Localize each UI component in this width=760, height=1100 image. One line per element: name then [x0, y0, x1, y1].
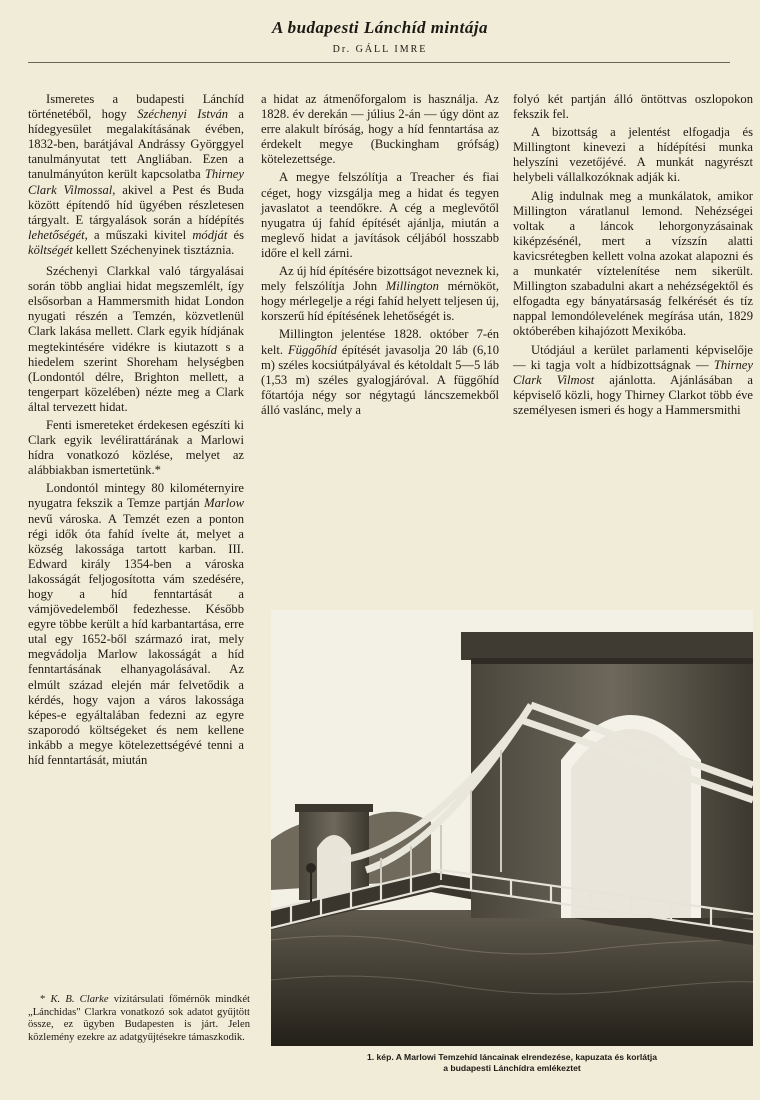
paragraph: Ismeretes a budapesti Lánchíd történetéből, hogy Széchenyi István a hídegyesület megalakításának évében, 1832-ben, barátjával Andrássy Györggyel tanulmányutat tett Angliában. Ezen a tanulmányúton került kapcsolatba Thirney Clark Vilmossal, akivel a Pest és Buda között építendő híd ügyében részletesen tárgyalt. E tárgyalások során a hídépítés lehetőségét, a műszaki kivitel módját és költségét kellett Széchenyinek tisztáznia.: [28, 92, 245, 257]
name-clark-vilmost: Thirney Clark Vilmost: [513, 357, 753, 387]
caption-line-1: 1. kép. A Marlowi Temzehíd láncainak elrendezése, kapuzata és korlátja: [366, 1052, 658, 1062]
paragraph: Fenti ismereteket érdekesen egészíti ki Clark egyik levélirattárának a Marlowi hídra vonatkozó közlése, melyet az alábbiakban ismertetünk.*: [28, 417, 244, 478]
paragraph: A megye felszólítja a Treacher és fiai céget, hogy vizsgálja meg a hidat és tegyen javaslatot a teendőkre. A cég a meglevőtől nyugatra új fahíd építését ajánlja, miután a meglevő hidat a javítások céljából hosszabb időre el kell zárni.: [261, 170, 499, 260]
text-column-2: [261, 92, 499, 418]
paragraph: A bizottság a jelentést elfogadja és Millingtont kinevezi a hídépítési munka helyszíni vezetőjévé. A munkát nagyrészt helybeli vállalkozóknak adják ki.: [513, 125, 753, 185]
article-author: Dr. GÁLL IMRE: [332, 44, 428, 55]
name-szechenyi: Széchenyi István: [137, 107, 229, 122]
paragraph: Széchenyi Clarkkal való tárgyalásai során több angliai hidat megszemlélt, így elsősorban a Hammersmith hidat London nyugati részén a Temzén, közvetlenül Clark lakása mellett. Clark egyik hídjának megtekintésére vidékre is kiutazott s a hiedelem szerint Shoreham helységben (Londontól délre, Brighton mellett, a tengerpart közelében) nézte meg a Clark által tervezett hidat.: [28, 264, 244, 414]
marlow-bridge-image: [271, 610, 753, 1046]
bridge-photograph: [271, 610, 753, 1046]
paragraph: Millington jelentése 1828. október 7-én kelt. Függőhíd építését javasolja 20 láb (6,10 m) széles kocsiútpályával és kétoldalt 5—5 láb (1,53 m) széles gyalogjáróval. A függőhíd főtartója négy sor négytagú láncszemekből álló vaslánc, mely a: [261, 327, 499, 417]
paragraph: Az új híd építésére bizottságot neveznek ki, mely felszólítja John Millington mérnököt, hogy mérlegelje a régi fahíd helyett teljesen új, korszerű híd építésének lehetőségét is.: [261, 264, 499, 324]
footnote: * K. B. Clarke vízitársulati főmérnök mindkét „Lánchidas" Clarkra vonatkozó sok adatot gyűjtött össze, ez ügyben Budapesten is járt. Jelen közlemény ezekre az adatgyűjtésekre támaszkodik.: [28, 994, 250, 1043]
article-title: A budapesti Lánchíd mintája: [271, 18, 489, 37]
header-divider: [28, 62, 730, 63]
paragraph: Alig indulnak meg a munkálatok, amikor Millington váratlanul lemond. Nehézségei voltak a láncok lehorgonyzásainak kiképzésénél, mert a vízszín alatti kavicsrétegben kellett volna azokat alapozni és a munkatér víztelenítése nem sikerült. Millington szabadulni akart a nehézségektől és elfogadta egy bányatársaság felkérését és tíz nappal lemondólevelének megírása után, 1829 októberében kihajózott Mexikóba.: [513, 188, 753, 339]
name-millington: Millington: [385, 279, 439, 294]
main-tower: [461, 632, 753, 918]
footnote-name: K. B. Clarke: [50, 994, 109, 1005]
place-marlow: Marlow: [204, 496, 244, 511]
text-column-3: [513, 92, 753, 418]
paragraph: a hidat az átmenőforgalom is használja. Az 1828. év derekán — július 2-án — úgy dönt az erre alakult bíróság, hogy a híd fenntartása az érdekelt megye (Buckingham grófság) kötelezettsége.: [261, 92, 499, 167]
name-clark: Thirney Clark Vilmossal: [28, 167, 244, 197]
text-column-1: [28, 92, 244, 768]
paragraph: Londontól mintegy 80 kilométernyire nyugatra fekszik a Temze partján Marlow nevű városka. A Temzét ezen a ponton régi idők óta fahíd ívelte át, melyet a község lakossága tartott karban. III. Edward király 1354-ben a városka lakosságát feljogosította vám szedésére, hogy a híd fenntartását a vámjövedelemből fedezhesse. Később egyre többe került a híd karbantartása, erre utal egy 1652-ből származó irat, mely megvádolja Marlow lakosságát a híd fenntartásának elhanyagolásával. Az elmúlt század elején már felvetődik a kérdés, hogy vajon a város lakossága képes-e egyáltalában fedezni az egyre szaporodó költségeket és nem kellene inkább a megye kötelezettségévé tenni a híd fenntartását, miután: [28, 481, 244, 768]
caption-line-2: a budapesti Lánchídra emlékeztet: [443, 1062, 581, 1073]
paragraph: folyó két partján álló öntöttvas oszlopokon fekszik fel.: [513, 92, 753, 122]
figure-caption: [271, 1052, 753, 1073]
paragraph: Utódjául a kerület parlamenti képviselője — ki tagja volt a hídbizottságnak — Thirney Clark Vilmost ajánlotta. Ajánlásában a képviselő közli, hogy Thirney Clarkot több éve személyesen ismeri és hogy a Hammersmithi: [513, 342, 753, 417]
